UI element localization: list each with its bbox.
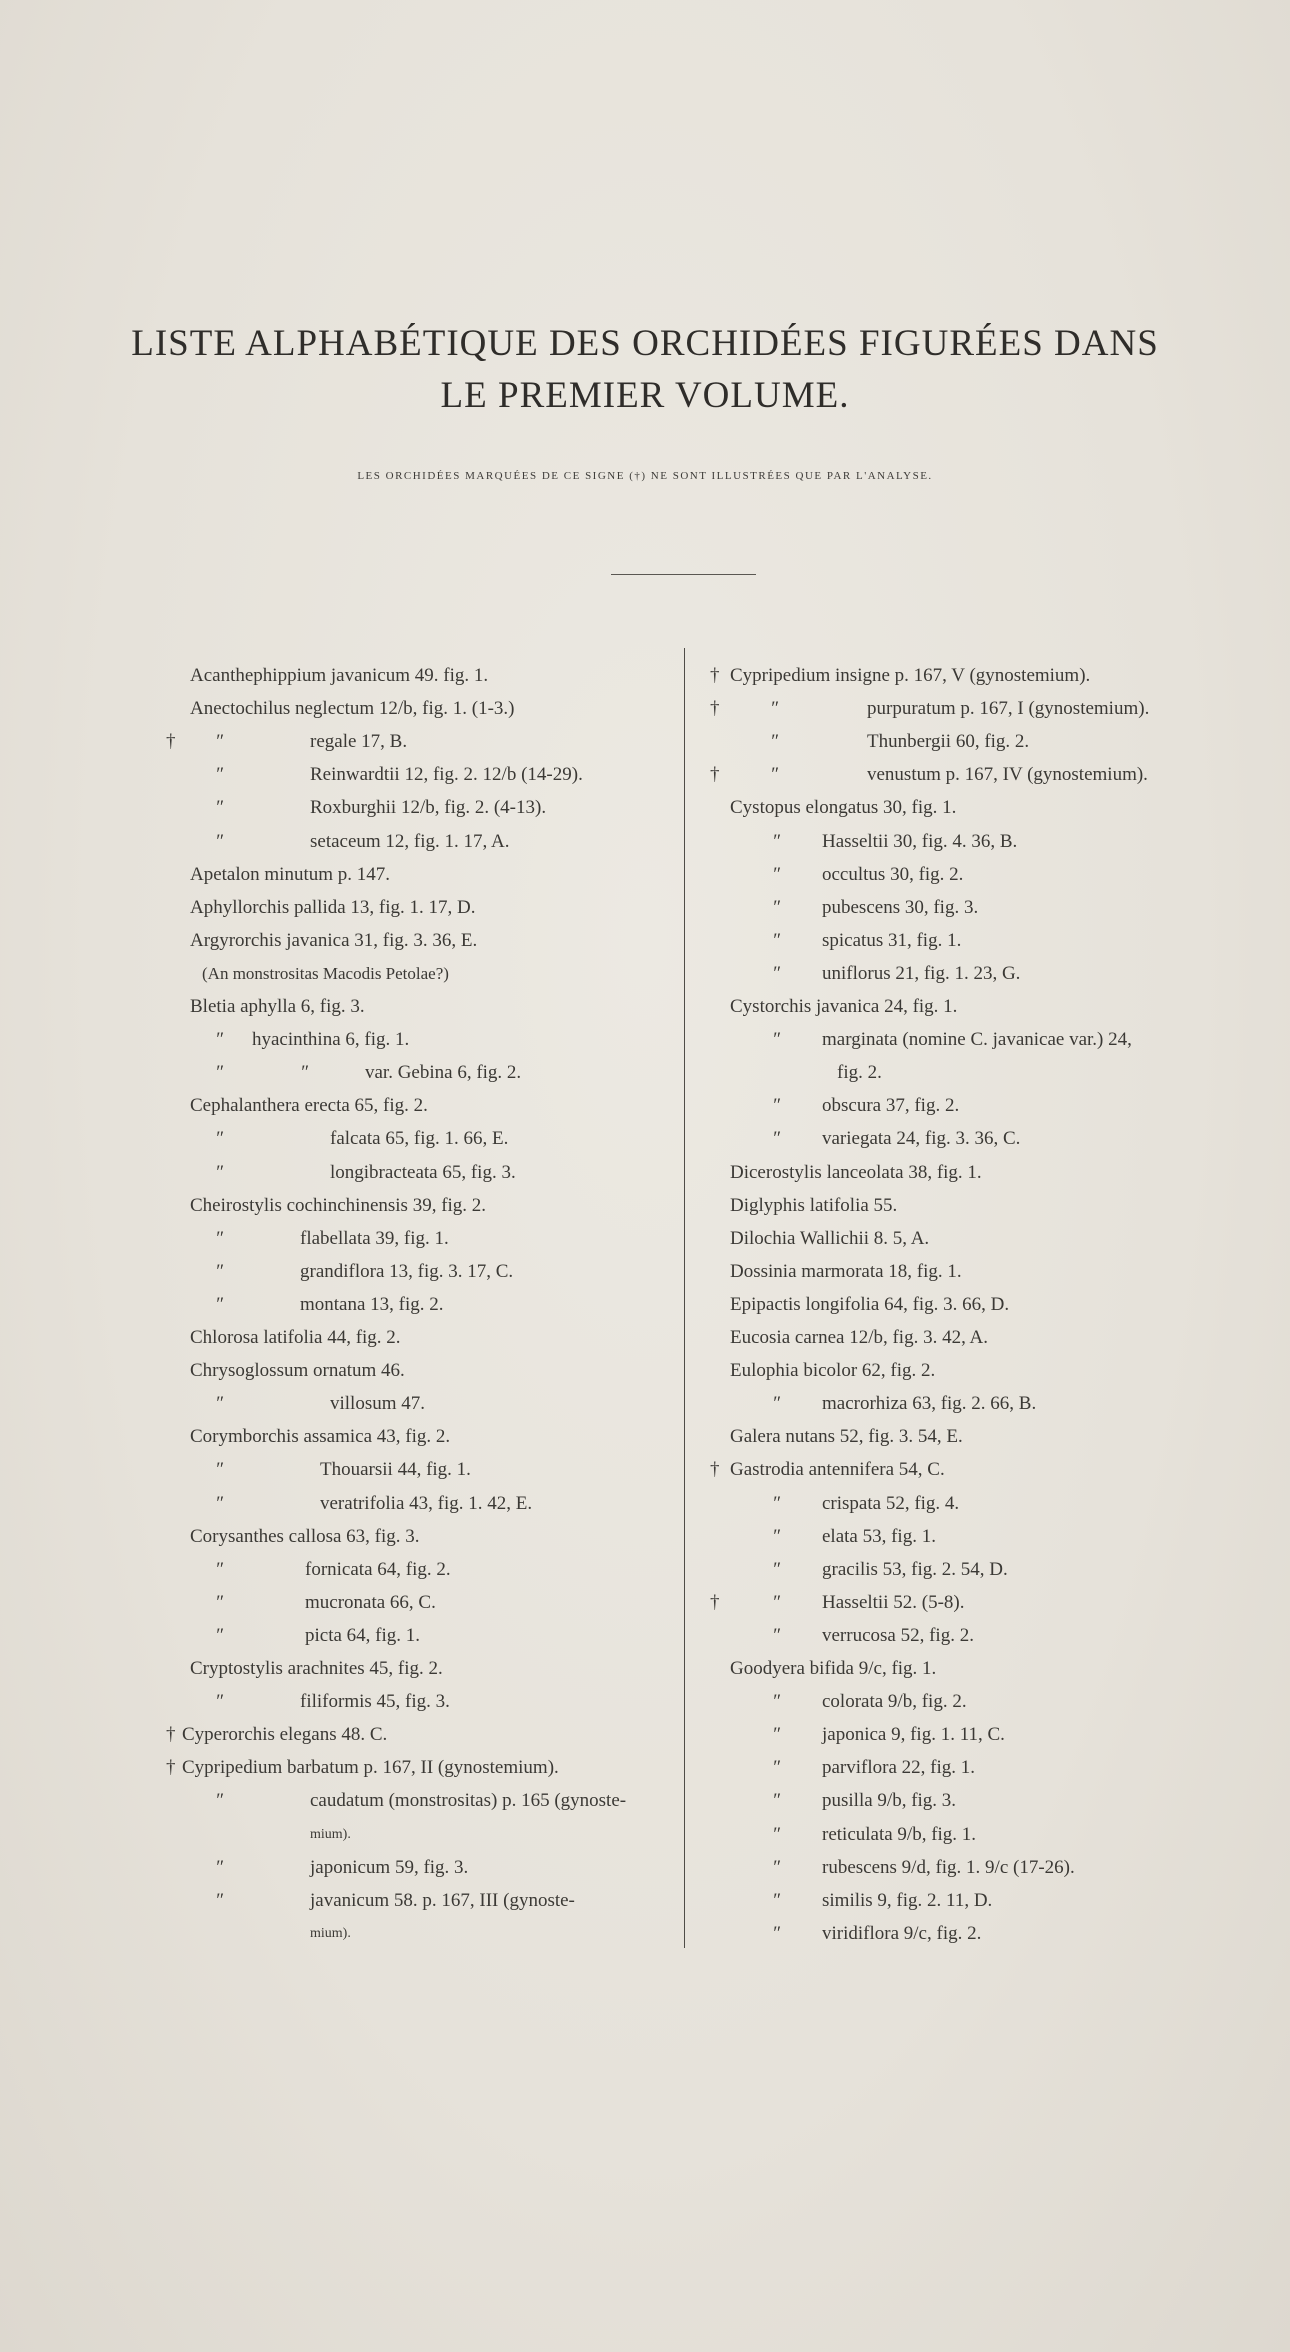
ditto-mark: ″	[772, 1823, 780, 1845]
index-entry	[702, 1756, 1242, 1782]
entry-text: Cephalanthera erecta 65, fig. 2.	[190, 1095, 428, 1117]
entry-text: Cyperorchis elegans 48. C.	[182, 1724, 388, 1746]
entry-text: Corymborchis assamica 43, fig. 2.	[190, 1426, 451, 1448]
entry-text: fig. 2.	[837, 1062, 882, 1084]
column-divider	[684, 648, 685, 1948]
ditto-mark: ″	[770, 698, 778, 720]
entry-text: Cypripedium insigne p. 167, V (gynostemium).	[730, 665, 1091, 686]
index-entry	[702, 1392, 1242, 1418]
ditto-mark: ″	[215, 830, 223, 852]
title-line-2: LE PREMIER VOLUME.	[440, 375, 850, 416]
entry-text: Diglyphis latifolia 55.	[730, 1194, 898, 1216]
ditto-mark: ″	[770, 731, 778, 753]
index-entry	[160, 730, 680, 756]
index-entry	[702, 1624, 1242, 1650]
entry-text: mucronata 66, C.	[305, 1591, 436, 1613]
index-entry	[702, 697, 1242, 723]
index-entry	[702, 796, 1242, 822]
entry-text: venustum p. 167, IV (gynostemium).	[867, 764, 1148, 786]
entry-text: pusilla 9/b, fig. 3.	[822, 1790, 957, 1812]
entry-text: fornicata 64, fig. 2.	[305, 1558, 451, 1580]
index-entry	[702, 1856, 1242, 1882]
index-entry	[160, 1723, 680, 1749]
index-entry	[160, 1823, 680, 1849]
dagger-mark: †	[710, 665, 720, 686]
entry-text: viridiflora 9/c, fig. 2.	[822, 1922, 982, 1944]
index-entry	[160, 1227, 680, 1253]
entry-text: Dilochia Wallichii 8. 5, A.	[730, 1227, 930, 1249]
dagger-mark: †	[710, 698, 720, 720]
entry-text: Reinwardtii 12, fig. 2. 12/b (14-29).	[310, 764, 583, 786]
ditto-mark: ″	[215, 1459, 223, 1481]
index-entry	[702, 1227, 1242, 1253]
index-entry	[160, 1260, 680, 1286]
index-entry	[160, 1161, 680, 1187]
index-entry	[702, 830, 1242, 856]
ditto-mark: ″	[772, 830, 780, 852]
index-entry	[160, 1359, 680, 1385]
entry-text: Cystopus elongatus 30, fig. 1.	[730, 797, 957, 819]
ditto-mark: ″	[215, 1624, 223, 1646]
ditto-mark: ″	[772, 1624, 780, 1646]
entry-text: Gastrodia antennifera 54, C.	[730, 1459, 945, 1481]
index-entry	[160, 1392, 680, 1418]
ditto-mark: ″	[772, 1128, 780, 1150]
entry-text: Hasseltii 52. (5-8).	[822, 1591, 965, 1613]
entry-text: Cystorchis javanica 24, fig. 1.	[730, 996, 958, 1017]
dagger-note: LES ORCHIDÉES MARQUÉES DE CE SIGNE (†) NE SONT ILLUSTRÉES QUE PAR L'ANALYSE.	[357, 470, 933, 482]
index-entry	[160, 763, 680, 789]
dagger-mark: †	[710, 1459, 720, 1481]
title-line-1: LISTE ALPHABÉTIQUE DES ORCHIDÉES FIGURÉES DANS	[131, 323, 1159, 364]
index-entry	[160, 1789, 680, 1815]
index-entry	[160, 896, 680, 922]
entry-text: elata 53, fig. 1.	[822, 1525, 936, 1547]
index-entry	[160, 995, 680, 1021]
index-entry	[702, 1889, 1242, 1915]
ditto-mark: ″	[772, 1724, 780, 1746]
entry-text: Anectochilus neglectum 12/b, fig. 1. (1-3.)	[190, 698, 515, 720]
ditto-mark: ″	[215, 1558, 223, 1580]
ditto-mark: ″	[772, 1757, 780, 1779]
dagger-mark: †	[710, 764, 720, 786]
index-entry	[160, 1922, 680, 1948]
index-entry	[160, 1127, 680, 1153]
index-entry	[160, 1756, 680, 1782]
entry-text: japonica 9, fig. 1. 11, C.	[822, 1724, 1005, 1746]
index-entry	[702, 1558, 1242, 1584]
index-entry	[702, 896, 1242, 922]
entry-text: Cheirostylis cochinchinensis 39, fig. 2.	[190, 1194, 487, 1216]
entry-text: Roxburghii 12/b, fig. 2. (4-13).	[310, 797, 547, 819]
index-entry	[160, 1558, 680, 1584]
ditto-mark: ″	[772, 1591, 780, 1613]
page-title	[0, 318, 1290, 422]
entry-text: Goodyera bifida 9/c, fig. 1.	[730, 1658, 937, 1679]
ditto-mark: ″	[772, 1691, 780, 1713]
index-entry	[702, 1094, 1242, 1120]
ditto-mark: ″	[770, 764, 778, 786]
dagger-mark: †	[710, 1591, 720, 1613]
index-entry	[160, 1525, 680, 1551]
ditto-mark: ″	[772, 1558, 780, 1580]
index-entry	[702, 1657, 1242, 1683]
entry-text: Acanthephippium javanicum 49. fig. 1.	[190, 665, 489, 686]
index-entry	[702, 1161, 1242, 1187]
ditto-mark: ″	[215, 1293, 223, 1315]
index-entry	[702, 1028, 1242, 1054]
index-entry	[702, 1359, 1242, 1385]
entry-text: Galera nutans 52, fig. 3. 54, E.	[730, 1426, 963, 1448]
ditto-mark: ″	[215, 1029, 223, 1051]
index-entry	[160, 1690, 680, 1716]
ditto-mark: ″	[772, 1393, 780, 1415]
entry-text: Thunbergii 60, fig. 2.	[867, 731, 1030, 753]
ditto-mark: ″	[772, 929, 780, 951]
entry-text: Apetalon minutum p. 147.	[190, 863, 391, 885]
entry-text: Chrysoglossum ornatum 46.	[190, 1360, 405, 1382]
index-entry	[160, 796, 680, 822]
ditto-mark: ″	[215, 1591, 223, 1613]
entry-text: purpuratum p. 167, I (gynostemium).	[867, 698, 1150, 720]
ditto-mark: ″	[772, 962, 780, 984]
index-entry	[160, 863, 680, 889]
ditto-mark: ″	[772, 1492, 780, 1514]
entry-text: japonicum 59, fig. 3.	[310, 1856, 469, 1878]
entry-text: setaceum 12, fig. 1. 17, A.	[310, 830, 510, 852]
entry-text: crispata 52, fig. 4.	[822, 1492, 960, 1514]
index-entry	[702, 995, 1242, 1021]
entry-text: veratrifolia 43, fig. 1. 42, E.	[320, 1492, 533, 1514]
index-entry	[702, 929, 1242, 955]
entry-text: Eucosia carnea 12/b, fig. 3. 42, A.	[730, 1327, 989, 1348]
ditto-mark: ″	[300, 1062, 308, 1084]
horizontal-rule	[611, 574, 756, 575]
entry-text: regale 17, B.	[310, 731, 408, 753]
entry-text: colorata 9/b, fig. 2.	[822, 1691, 967, 1713]
index-entry	[702, 1194, 1242, 1220]
ditto-mark: ″	[215, 1856, 223, 1878]
ditto-mark: ″	[772, 1790, 780, 1812]
entry-text: spicatus 31, fig. 1.	[822, 929, 962, 951]
ditto-mark: ″	[772, 1856, 780, 1878]
dagger-mark: †	[166, 1757, 176, 1779]
index-entry	[702, 1458, 1242, 1484]
entry-text: Corysanthes callosa 63, fig. 3.	[190, 1525, 420, 1547]
ditto-mark: ″	[215, 797, 223, 819]
ditto-mark: ″	[215, 1393, 223, 1415]
entry-text: Chlorosa latifolia 44, fig. 2.	[190, 1327, 401, 1348]
index-entry	[160, 1425, 680, 1451]
entry-text: pubescens 30, fig. 3.	[822, 896, 979, 918]
index-entry	[702, 763, 1242, 789]
entry-text: grandiflora 13, fig. 3. 17, C.	[300, 1260, 514, 1282]
index-entry	[160, 1889, 680, 1915]
index-entry	[702, 730, 1242, 756]
entry-text: Eulophia bicolor 62, fig. 2.	[730, 1360, 936, 1382]
index-entry	[160, 1492, 680, 1518]
ditto-mark: ″	[215, 1492, 223, 1514]
entry-text: filiformis 45, fig. 3.	[300, 1691, 450, 1713]
entry-text: variegata 24, fig. 3. 36, C.	[822, 1128, 1021, 1150]
index-entry	[702, 1525, 1242, 1551]
entry-text: rubescens 9/d, fig. 1. 9/c (17-26).	[822, 1856, 1075, 1878]
index-entry	[160, 929, 680, 955]
index-entry	[702, 1823, 1242, 1849]
entry-text: Dicerostylis lanceolata 38, fig. 1.	[730, 1161, 982, 1183]
index-entry	[160, 1458, 680, 1484]
entry-text: villosum 47.	[330, 1393, 426, 1415]
index-entry	[702, 1425, 1242, 1451]
entry-text: gracilis 53, fig. 2. 54, D.	[822, 1558, 1008, 1580]
index-entry	[702, 1127, 1242, 1153]
entry-text: parviflora 22, fig. 1.	[822, 1757, 976, 1779]
entry-text: Hasseltii 30, fig. 4. 36, B.	[822, 830, 1018, 852]
ditto-mark: ″	[215, 1691, 223, 1713]
index-entry	[160, 1094, 680, 1120]
entry-text: Aphyllorchis pallida 13, fig. 1. 17, D.	[190, 896, 476, 918]
ditto-mark: ″	[215, 1062, 223, 1084]
ditto-mark: ″	[772, 1889, 780, 1911]
ditto-mark: ″	[215, 764, 223, 786]
index-entry	[702, 1293, 1242, 1319]
index-entry	[702, 1591, 1242, 1617]
ditto-mark: ″	[215, 731, 223, 753]
index-entry	[702, 1260, 1242, 1286]
entry-text: hyacinthina 6, fig. 1.	[252, 1029, 410, 1051]
entry-text: longibracteata 65, fig. 3.	[330, 1161, 516, 1183]
ditto-mark: ″	[772, 863, 780, 885]
entry-text: falcata 65, fig. 1. 66, E.	[330, 1128, 509, 1150]
entry-text: flabellata 39, fig. 1.	[300, 1227, 449, 1249]
entry-text: montana 13, fig. 2.	[300, 1293, 444, 1315]
index-entry	[702, 1723, 1242, 1749]
index-entry	[160, 1194, 680, 1220]
entry-text: mium).	[310, 1925, 351, 1941]
entry-text: Argyrorchis javanica 31, fig. 3. 36, E.	[190, 929, 478, 951]
ditto-mark: ″	[215, 1227, 223, 1249]
index-entry	[160, 1856, 680, 1882]
index-entry	[160, 664, 680, 690]
index-entry	[160, 1657, 680, 1683]
ditto-mark: ″	[772, 1922, 780, 1944]
ditto-mark: ″	[215, 1790, 223, 1812]
index-entry	[702, 1922, 1242, 1948]
entry-text: Epipactis longifolia 64, fig. 3. 66, D.	[730, 1293, 1010, 1315]
entry-text: reticulata 9/b, fig. 1.	[822, 1823, 977, 1845]
index-entry	[702, 863, 1242, 889]
entry-text: picta 64, fig. 1.	[305, 1624, 421, 1646]
entry-text: var. Gebina 6, fig. 2.	[365, 1062, 522, 1084]
index-entry	[702, 962, 1242, 988]
entry-text: similis 9, fig. 2. 11, D.	[822, 1889, 993, 1911]
ditto-mark: ″	[772, 1029, 780, 1051]
ditto-mark: ″	[215, 1260, 223, 1282]
entry-text: Thouarsii 44, fig. 1.	[320, 1459, 471, 1481]
entry-text: obscura 37, fig. 2.	[822, 1095, 960, 1117]
entry-text: Cypripedium barbatum p. 167, II (gynostemium).	[182, 1757, 559, 1779]
index-entry	[160, 1028, 680, 1054]
entry-text: mium).	[310, 1826, 351, 1842]
entry-text: uniflorus 21, fig. 1. 23, G.	[822, 962, 1021, 984]
dagger-mark: †	[166, 731, 176, 753]
entry-text: caudatum (monstrositas) p. 165 (gynoste-	[310, 1790, 627, 1812]
index-entry	[702, 1061, 1242, 1087]
index-entry	[702, 664, 1242, 690]
index-entry	[702, 1326, 1242, 1352]
entry-text: marginata (nomine C. javanicae var.) 24,	[822, 1029, 1132, 1051]
index-entry	[160, 1624, 680, 1650]
ditto-mark: ″	[772, 1095, 780, 1117]
entry-text: macrorhiza 63, fig. 2. 66, B.	[822, 1393, 1037, 1415]
entry-text: javanicum 58. p. 167, III (gynoste-	[310, 1889, 575, 1911]
ditto-mark: ″	[772, 896, 780, 918]
entry-text: occultus 30, fig. 2.	[822, 863, 964, 885]
index-entry	[702, 1690, 1242, 1716]
entry-text: (An monstrositas Macodis Petolae?)	[202, 963, 449, 983]
ditto-mark: ″	[215, 1161, 223, 1183]
index-entry	[160, 962, 680, 988]
ditto-mark: ″	[215, 1889, 223, 1911]
index-entry	[702, 1492, 1242, 1518]
ditto-mark: ″	[772, 1525, 780, 1547]
index-entry	[160, 1061, 680, 1087]
dagger-mark: †	[166, 1724, 176, 1746]
entry-text: Cryptostylis arachnites 45, fig. 2.	[190, 1658, 443, 1679]
index-entry	[160, 830, 680, 856]
entry-text: Bletia aphylla 6, fig. 3.	[190, 996, 365, 1017]
index-entry	[160, 1326, 680, 1352]
index-entry	[160, 1591, 680, 1617]
ditto-mark: ″	[215, 1128, 223, 1150]
entry-text: Dossinia marmorata 18, fig. 1.	[730, 1260, 962, 1282]
entry-text: verrucosa 52, fig. 2.	[822, 1624, 974, 1646]
index-entry	[160, 697, 680, 723]
index-entry	[702, 1789, 1242, 1815]
index-entry	[160, 1293, 680, 1319]
